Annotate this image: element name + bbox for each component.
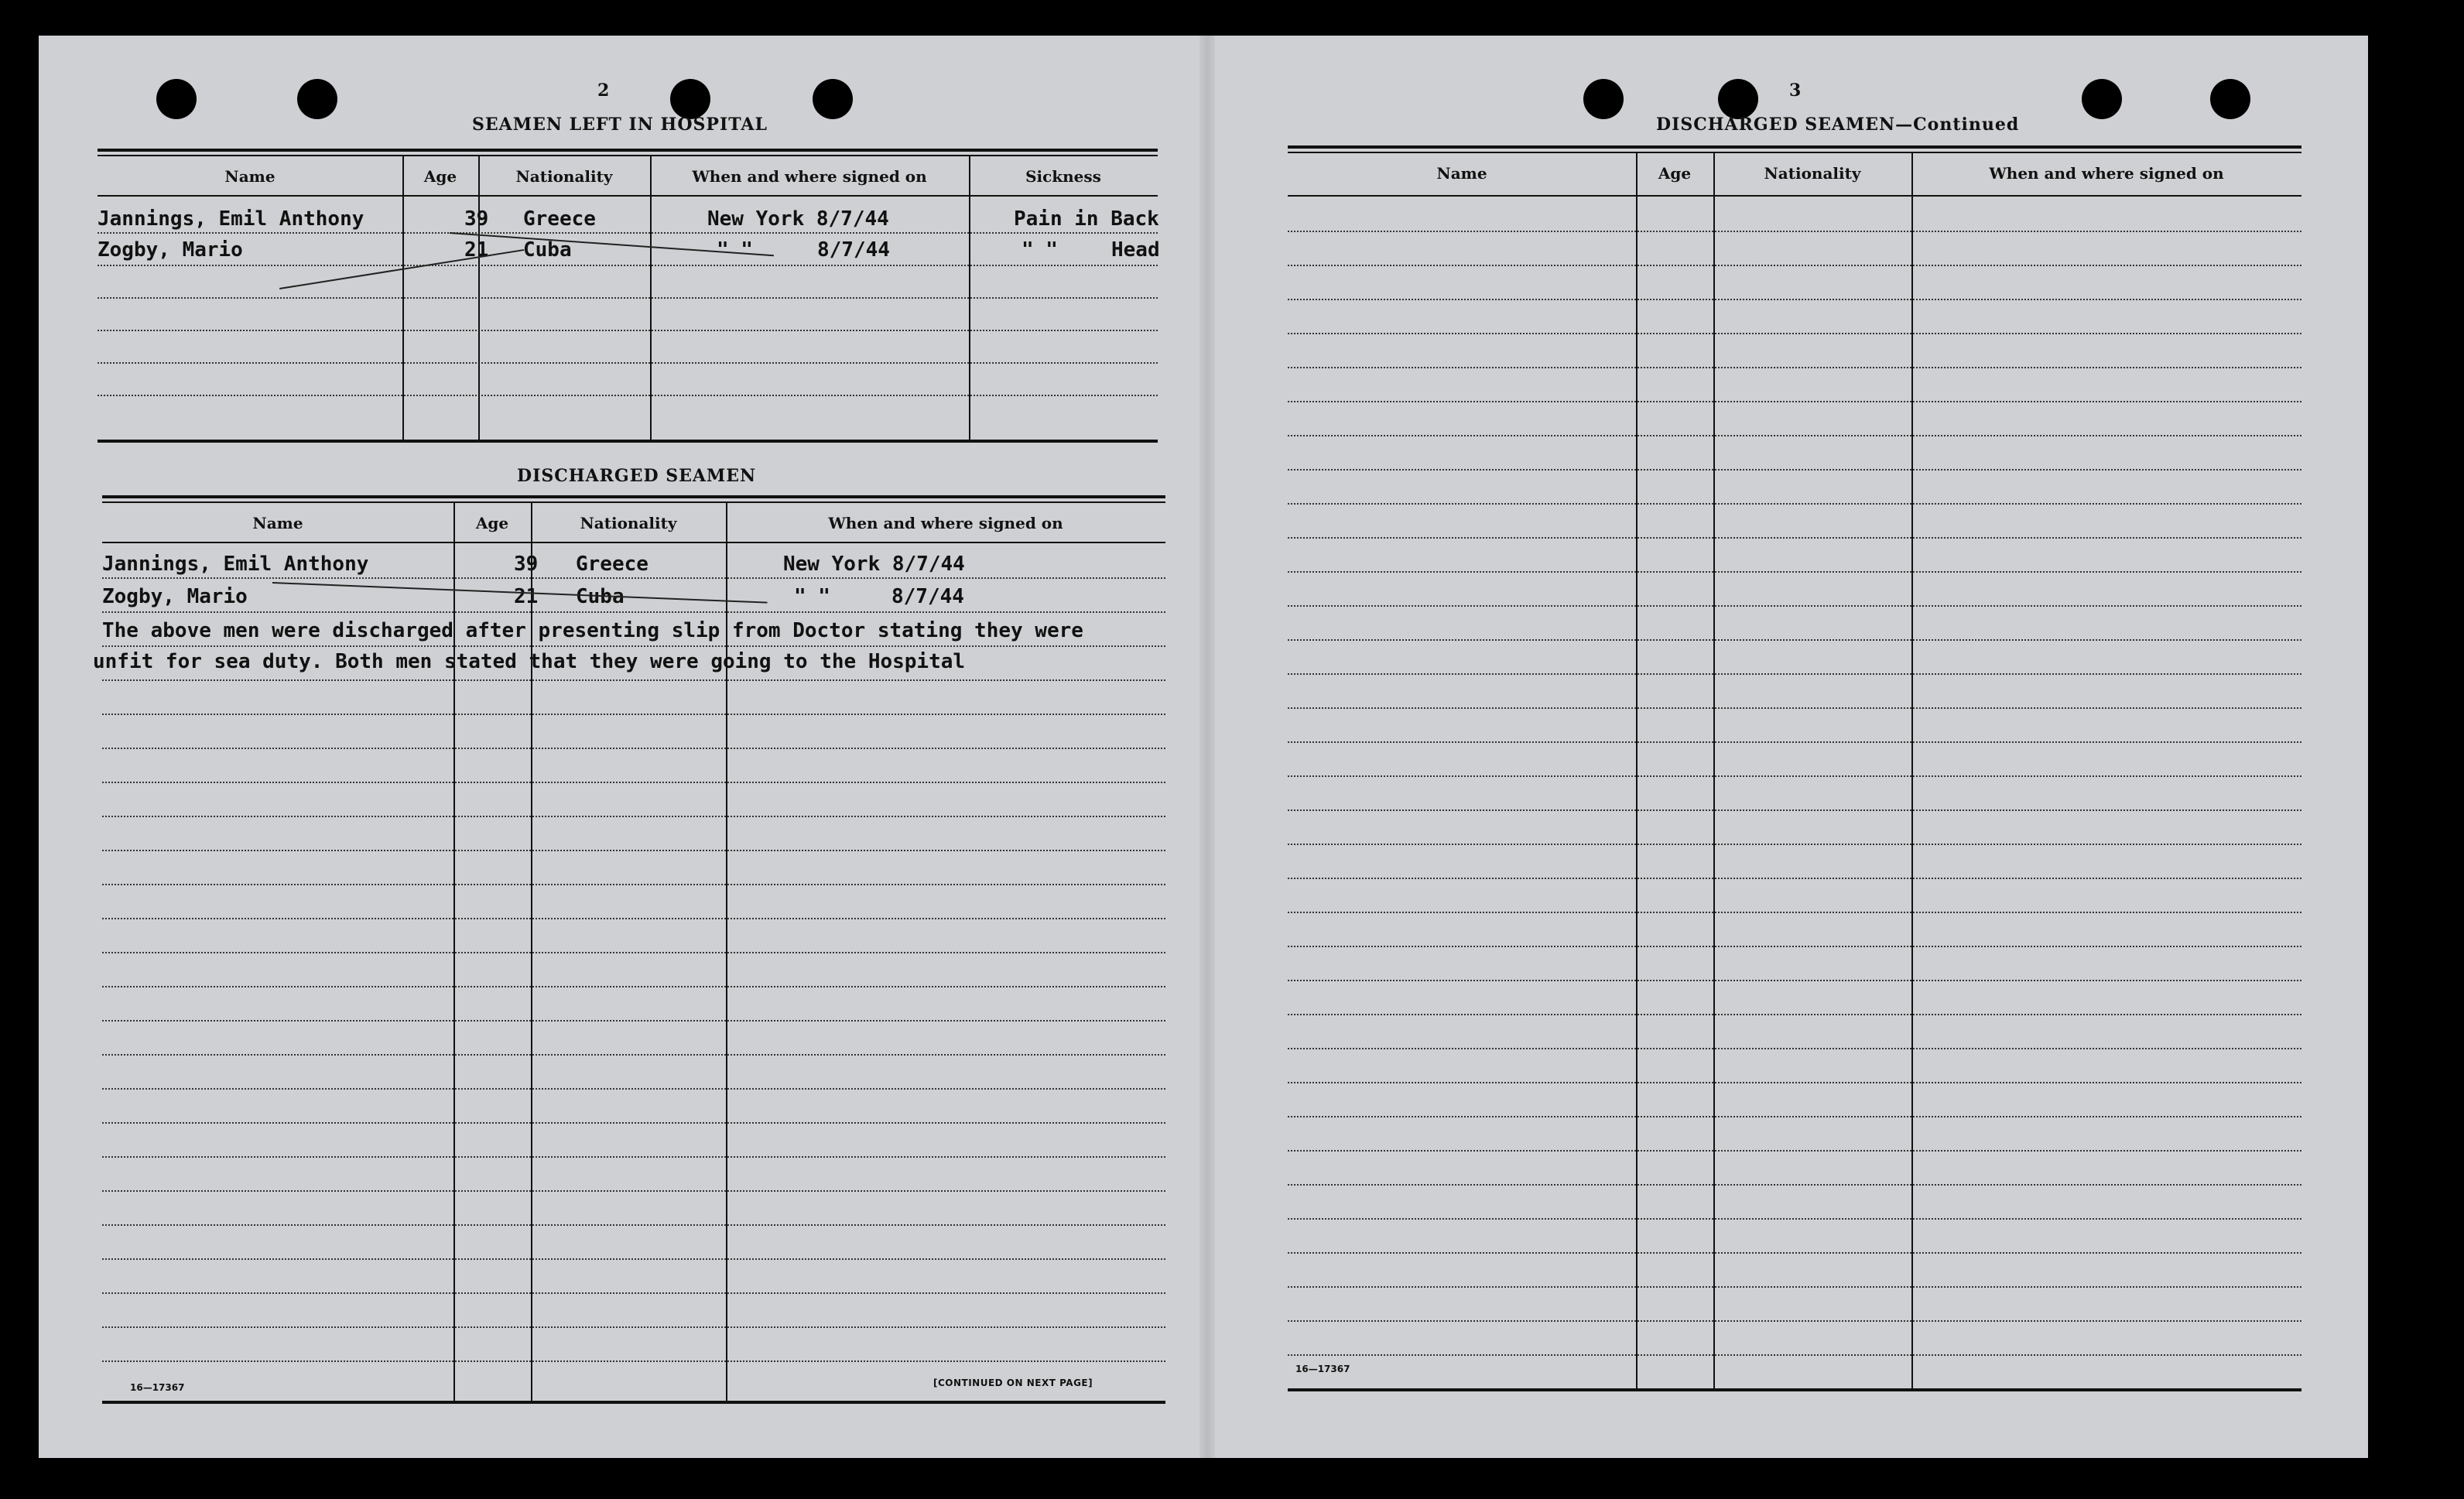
continued-label: [CONTINUED ON NEXT PAGE]	[933, 1378, 1093, 1388]
punch-hole	[670, 79, 710, 119]
cell-sickness: Pain in Back	[1014, 207, 1159, 231]
discharged-continued-table	[1288, 145, 2301, 1395]
header-signed-on: When and where signed on	[828, 514, 1063, 532]
cell-signed-on-ditto: " "	[794, 585, 830, 608]
header-nationality: Nationality	[1764, 164, 1861, 183]
punch-hole	[2082, 79, 2122, 119]
punch-hole	[1583, 79, 1624, 119]
cell-age: 39	[464, 207, 489, 231]
cell-nationality: Greece	[523, 207, 596, 231]
cell-nationality: Cuba	[576, 585, 625, 608]
punch-hole	[297, 79, 337, 119]
header-age: Age	[423, 167, 457, 186]
header-sickness: Sickness	[1025, 167, 1101, 186]
header-signed-on: When and where signed on	[1989, 164, 2224, 183]
page-number: 3	[1789, 80, 1802, 101]
discharge-note-line-2: unfit for sea duty. Both men stated that they were going to the Hospital	[93, 650, 966, 673]
cell-sickness-ditto: " "	[1022, 238, 1058, 262]
cell-name: Jannings, Emil Anthony	[102, 553, 369, 576]
document-sheet	[39, 36, 2368, 1458]
form-number: 16—17367	[1295, 1364, 1350, 1374]
punch-hole	[156, 79, 197, 119]
discharge-note-line-1: The above men were discharged after presenting slip from Doctor stating they were	[102, 619, 1083, 642]
cell-nationality: Greece	[576, 553, 649, 576]
cell-name: Zogby, Mario	[102, 585, 248, 608]
discharged-continued-title: DISCHARGED SEAMEN—Continued	[1656, 115, 2020, 135]
punch-hole	[813, 79, 853, 119]
cell-age: 39	[514, 553, 539, 576]
right-page	[1207, 36, 2368, 1458]
punch-hole	[1718, 79, 1758, 119]
discharged-section-title: DISCHARGED SEAMEN	[517, 466, 757, 486]
header-name: Name	[1436, 164, 1487, 183]
form-number: 16—17367	[130, 1382, 185, 1393]
cell-name: Zogby, Mario	[98, 238, 243, 262]
header-signed-on: When and where signed on	[692, 167, 927, 186]
header-name: Name	[224, 167, 275, 186]
header-nationality: Nationality	[580, 514, 677, 532]
punch-hole	[2210, 79, 2250, 119]
cell-name: Jannings, Emil Anthony	[98, 207, 364, 231]
header-age: Age	[1658, 164, 1692, 183]
cell-signed-on-date: 8/7/44	[891, 585, 964, 608]
header-nationality: Nationality	[515, 167, 613, 186]
cell-signed-on: New York 8/7/44	[783, 553, 965, 576]
cell-age: 21	[464, 238, 489, 262]
cell-sickness-word: Head	[1111, 238, 1160, 262]
header-name: Name	[252, 514, 303, 532]
hospital-table	[98, 149, 1158, 449]
cell-signed-on-ditto: " "	[717, 238, 753, 262]
discharged-table	[93, 495, 1165, 1410]
hospital-section-title: SEAMEN LEFT IN HOSPITAL	[472, 115, 768, 135]
cell-age: 21	[514, 585, 539, 608]
cell-signed-on: New York 8/7/44	[707, 207, 889, 231]
cell-nationality: Cuba	[523, 238, 572, 262]
header-age: Age	[475, 514, 509, 532]
cell-signed-on-date: 8/7/44	[817, 238, 890, 262]
left-page	[39, 36, 1207, 1458]
page-number: 2	[597, 80, 610, 101]
